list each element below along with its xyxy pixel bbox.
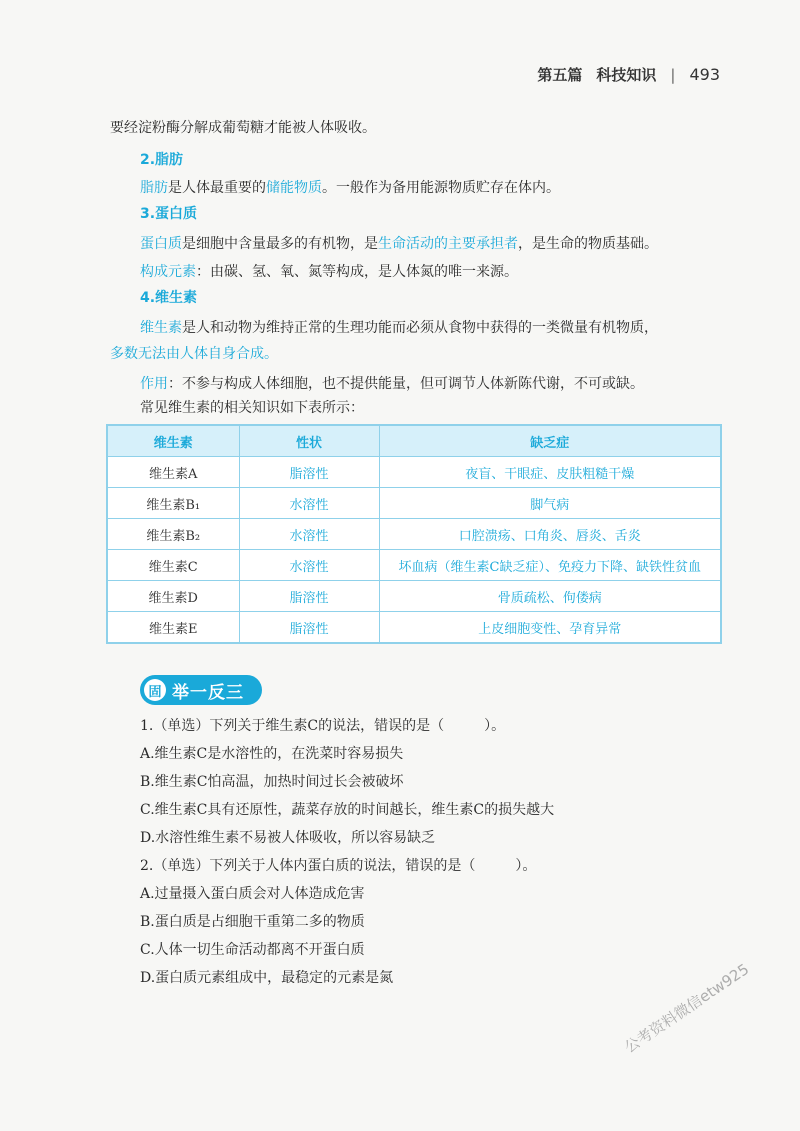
watermark: 公考资料微信etw925 xyxy=(621,960,753,1057)
protein-elements-term: 构成元素 xyxy=(140,264,196,280)
vitamin-paragraph xyxy=(140,318,724,338)
table-row xyxy=(107,457,721,488)
vitamin-function xyxy=(140,374,724,394)
vitamin-deficiency: 上皮细胞变性、孕育异常 xyxy=(379,612,721,644)
question-1-option-c: C.维生素C具有还原性，蔬菜存放的时间越长，维生素C的损失越大 xyxy=(140,802,555,818)
vitamin-property: 脂溶性 xyxy=(239,581,379,612)
header-separator: | xyxy=(670,65,676,84)
vitamin-term: 维生素 xyxy=(140,320,182,336)
vitamin-property: 水溶性 xyxy=(239,519,379,550)
question-1-option-d: D.水溶性维生素不易被人体吸收，所以容易缺乏 xyxy=(140,830,436,846)
table-row xyxy=(107,581,721,612)
protein-elements-text: ：由碳、氢、氧、氮等构成，是人体氮的唯一来源。 xyxy=(196,264,518,280)
table-row xyxy=(107,612,721,644)
vitamin-property: 水溶性 xyxy=(239,550,379,581)
table-intro: 常见维生素的相关知识如下表所示： xyxy=(140,400,364,416)
vitamin-function-text: ：不参与构成人体细胞，也不提供能量，但可调节人体新陈代谢，不可或缺。 xyxy=(168,376,644,392)
question-2-option-c: C.人体一切生命活动都离不开蛋白质 xyxy=(140,942,365,958)
page-header xyxy=(537,64,720,85)
fat-highlight: 储能物质 xyxy=(266,180,322,196)
question-2-option-a: A.过量摄入蛋白质会对人体造成危害 xyxy=(140,886,365,902)
vitamin-property: 水溶性 xyxy=(239,488,379,519)
vitamin-name: 维生素B₂ xyxy=(107,519,239,550)
vitamin-name: 维生素B₁ xyxy=(107,488,239,519)
question-2-stem xyxy=(140,856,536,876)
question-2-option-b: B.蛋白质是占细胞干重第二多的物质 xyxy=(140,914,365,930)
vitamin-name: 维生素D xyxy=(107,581,239,612)
table-row xyxy=(107,488,721,519)
protein-elements xyxy=(140,262,724,282)
vitamin-table xyxy=(106,424,722,644)
vitamin-function-term: 作用 xyxy=(140,376,168,392)
question-1-stem-a: 1.（单选）下列关于维生素C的说法，错误的是（ xyxy=(140,718,445,734)
vitamin-property: 脂溶性 xyxy=(239,612,379,644)
vitamin-name: 维生素E xyxy=(107,612,239,644)
question-2-stem-b: ）。 xyxy=(515,858,537,874)
practice-badge-text: 举一反三 xyxy=(172,682,244,703)
vitamin-deficiency: 口腔溃疡、口角炎、唇炎、舌炎 xyxy=(379,519,721,550)
question-2-option-d: D.蛋白质元素组成中，最稳定的元素是氮 xyxy=(140,970,394,986)
header-deficiency: 缺乏症 xyxy=(379,425,721,457)
vitamin-line-2: 多数无法由人体自身合成。 xyxy=(110,346,278,362)
fat-paragraph xyxy=(140,178,724,198)
protein-heading: 3.蛋白质 xyxy=(140,206,198,222)
intro-line: 要经淀粉酶分解成葡萄糖才能被人体吸收。 xyxy=(110,120,376,136)
header-vitamin: 维生素 xyxy=(107,425,239,457)
vitamin-deficiency: 夜盲、干眼症、皮肤粗糙干燥 xyxy=(379,457,721,488)
protein-term: 蛋白质 xyxy=(140,236,182,252)
vitamin-deficiency: 骨质疏松、佝偻病 xyxy=(379,581,721,612)
page-number: 493 xyxy=(689,65,720,84)
section-label: 第五篇 xyxy=(537,66,583,84)
vitamin-name: 维生素C xyxy=(107,550,239,581)
table-row xyxy=(107,550,721,581)
question-1-stem xyxy=(140,716,505,736)
fat-text-2: 。一般作为备用能源物质贮存在体内。 xyxy=(322,180,560,196)
question-1-stem-b: ）。 xyxy=(484,718,506,734)
fat-heading: 2.脂肪 xyxy=(140,152,184,168)
protein-highlight: 生命活动的主要承担者 xyxy=(378,236,518,252)
vitamin-text-1: 是人和动物为维持正常的生理功能而必须从食物中获得的一类微量有机物质， xyxy=(182,320,658,336)
fat-term: 脂肪 xyxy=(140,180,168,196)
protein-paragraph xyxy=(140,234,724,254)
practice-badge-icon: 固 xyxy=(144,679,166,701)
vitamin-deficiency: 脚气病 xyxy=(379,488,721,519)
vitamin-deficiency: 坏血病（维生素C缺乏症）、免疫力下降、缺铁性贫血 xyxy=(379,550,721,581)
table-row xyxy=(107,519,721,550)
vitamin-name: 维生素A xyxy=(107,457,239,488)
practice-badge xyxy=(140,675,262,705)
question-1-option-b: B.维生素C怕高温，加热时间过长会被破坏 xyxy=(140,774,404,790)
table-header-row xyxy=(107,425,721,457)
fat-text-1: 是人体最重要的 xyxy=(168,180,266,196)
vitamin-property: 脂溶性 xyxy=(239,457,379,488)
protein-text-2: ，是生命的物质基础。 xyxy=(518,236,658,252)
section-title: 科技知识 xyxy=(596,66,657,84)
question-2-stem-a: 2.（单选）下列关于人体内蛋白质的说法，错误的是（ xyxy=(140,858,476,874)
question-1-option-a: A.维生素C是水溶性的，在洗菜时容易损失 xyxy=(140,746,404,762)
protein-text-1: 是细胞中含量最多的有机物，是 xyxy=(182,236,378,252)
vitamin-heading: 4.维生素 xyxy=(140,290,198,306)
header-property: 性状 xyxy=(239,425,379,457)
